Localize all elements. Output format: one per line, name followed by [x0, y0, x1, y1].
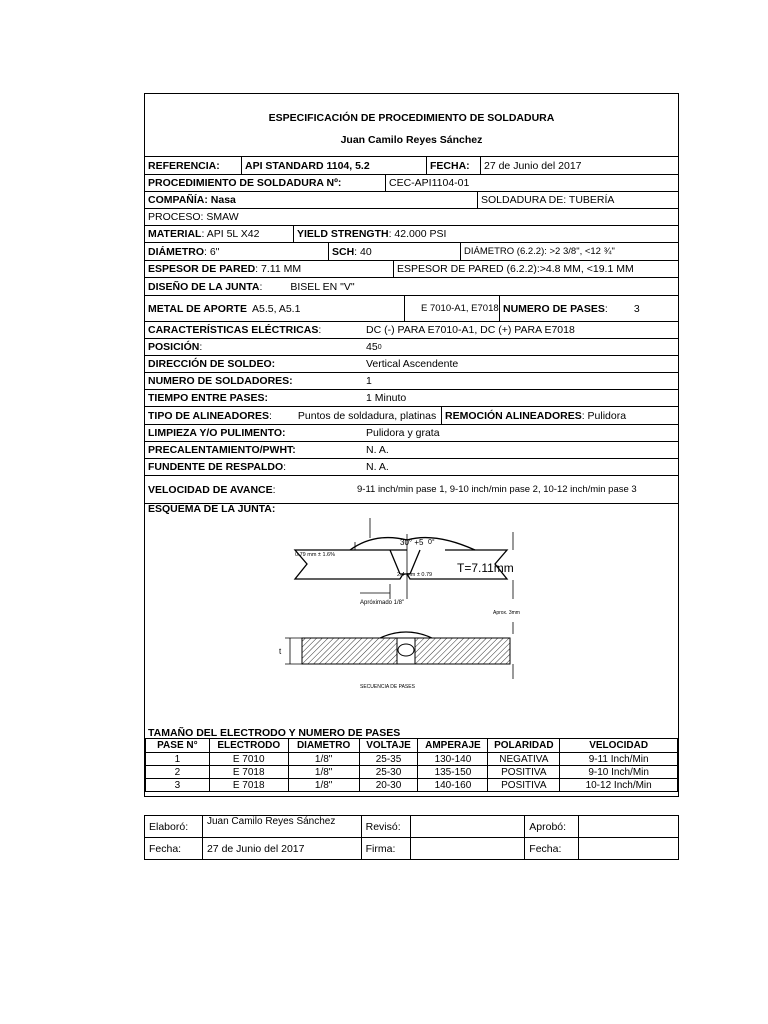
procedimiento-value: CEC-API1104-01 [389, 177, 470, 189]
row-espesor [145, 260, 678, 277]
cell: NEGATIVA [488, 753, 560, 766]
espesor-value: : 7.11 MM [255, 263, 302, 275]
sketch-land: 2.4 mm ± 0.79 [397, 572, 433, 578]
aprobo-label: Aprobó: [525, 816, 579, 838]
header-diametro: DIAMETRO [288, 739, 359, 753]
direccion-label: DIRECCIÓN DE SOLDEO: [148, 358, 276, 370]
cell: 1/8" [288, 766, 359, 779]
remocion-value: : Pulidora [581, 409, 627, 422]
sch-value: : 40 [354, 245, 372, 258]
sch-label: SCH [332, 245, 355, 258]
espesor-622: ESPESOR DE PARED (6.2.2):>4.8 MM, <19.1 MM [397, 263, 634, 275]
row-soldadores [145, 372, 678, 389]
cell: 1 [146, 753, 210, 766]
esquema-label: ESQUEMA DE LA JUNTA: [148, 503, 276, 515]
firma-value [410, 838, 525, 860]
signature-table [144, 815, 679, 860]
espesor-label: ESPESOR DE PARED [148, 263, 256, 275]
cell: 135-150 [418, 766, 488, 779]
cell: E 7018 [209, 779, 288, 792]
velocidad-value: 9-11 inch/min pase 1, 9-10 inch/min pase 2, 10-12 inch/min pase 3 [357, 483, 637, 495]
cell: 25-35 [359, 753, 418, 766]
row-precalentamiento [145, 441, 678, 458]
row-alineadores [145, 406, 678, 424]
yield-value: : 42.000 PSI [388, 228, 447, 240]
limpieza-label: LIMPIEZA Y/O PULIMENTO: [148, 427, 286, 439]
cell: 2 [146, 766, 210, 779]
cell: 1/8" [288, 779, 359, 792]
alineadores-value: Puntos de soldadura, platinas [297, 409, 437, 422]
tiempo-value: 1 Minuto [366, 392, 407, 404]
compania-label: COMPAÑÍA: Nasa [148, 194, 236, 206]
limpieza-value: Pulidora y grata [366, 427, 440, 439]
referencia-label: REFERENCIA: [148, 159, 220, 172]
table-row [146, 753, 678, 766]
cell: 3 [146, 779, 210, 792]
row-material [145, 225, 678, 242]
row-compania [145, 191, 678, 208]
caract-colon: : [318, 324, 322, 336]
header-amperaje: AMPERAJE [418, 739, 488, 753]
direccion-value: Vertical Ascendente [366, 358, 459, 370]
caract-label: CARACTERÍSTICAS ELÉCTRICAS [148, 324, 319, 336]
fecha-value: 27 de Junio del 2017 [484, 159, 582, 172]
fundente-value: N. A. [366, 461, 389, 473]
document-author: Juan Camilo Reyes Sánchez [340, 134, 483, 146]
alineadores-label: TIPO DE ALINEADORES [148, 409, 269, 422]
sketch-gap-top: 0.79 mm ± 1.6% [295, 552, 336, 558]
electrode-table [145, 738, 678, 792]
pases-label: NUMERO DE PASES [503, 302, 605, 315]
material-label: MATERIAL [148, 228, 202, 240]
pass-sequence-sketch [285, 632, 513, 679]
diseno-colon: : [259, 280, 263, 293]
material-value: : API 5L X42 [201, 228, 260, 240]
fecha2-value [579, 838, 679, 860]
row-limpieza [145, 424, 678, 441]
remocion-label: REMOCIÓN ALINEADORES [445, 409, 582, 422]
pases-value: 3 [633, 302, 640, 315]
cell: 130-140 [418, 753, 488, 766]
diseno-value: BISEL EN "V" [290, 280, 355, 293]
wps-document [144, 93, 679, 797]
row-referencia [145, 156, 678, 174]
tiempo-label: TIEMPO ENTRE PASES: [148, 392, 268, 404]
row-procedimiento [145, 174, 678, 191]
fundente-colon: : [283, 461, 287, 473]
table-row [146, 766, 678, 779]
posicion-label: POSICIÓN [148, 341, 200, 353]
soldadura-de: SOLDADURA DE: TUBERÍA [481, 194, 615, 206]
table-header-row [146, 739, 678, 753]
fecha-sign-label: Fecha: [145, 838, 203, 860]
posicion-degree: 0 [377, 343, 382, 351]
pases-colon: : [604, 302, 608, 315]
document-title: ESPECIFICACIÓN DE PROCEDIMIENTO DE SOLDADURA [268, 112, 555, 124]
signature-row [145, 816, 679, 838]
cell: 9-10 Inch/Min [560, 766, 678, 779]
fecha2-label: Fecha: [525, 838, 579, 860]
header-velocidad: VELOCIDAD [560, 739, 678, 753]
cell: 10-12 Inch/Min [560, 779, 678, 792]
row-proceso [145, 208, 678, 225]
signature-row [145, 838, 679, 860]
cell: POSITIVA [488, 779, 560, 792]
row-esquema [145, 503, 678, 738]
metal-label: METAL DE APORTE [148, 302, 247, 315]
diametro-622: DIÁMETRO (6.2.2): >2 3/8", <12 ¾" [464, 246, 615, 257]
cell: E 7018 [209, 766, 288, 779]
reviso-label: Revisó: [361, 816, 410, 838]
header-voltaje: VOLTAJE [359, 739, 418, 753]
precal-label: PRECALENTAMIENTO/PWHT: [148, 444, 296, 456]
metal-electrodes: E 7010-A1, E7018 [421, 302, 499, 314]
yield-label: YIELD STRENGTH [297, 228, 389, 240]
row-posicion [145, 338, 678, 355]
firma-label: Firma: [361, 838, 410, 860]
proceso: PROCESO: SMAW [148, 211, 239, 223]
soldadores-label: NUMERO DE SOLDADORES: [148, 375, 293, 387]
diseno-label: DISEÑO DE LA JUNTA [148, 280, 260, 293]
diametro-value: : 6" [204, 245, 220, 258]
row-fundente [145, 458, 678, 475]
row-direccion [145, 355, 678, 372]
row-velocidad [145, 475, 678, 503]
cell: 1/8" [288, 753, 359, 766]
sketch-thickness: T=7.11mm [457, 561, 514, 575]
sketch-t: t [279, 647, 282, 656]
row-caracteristicas [145, 321, 678, 338]
header-pase: PASE N° [146, 739, 210, 753]
velocidad-label: VELOCIDAD DE AVANCE [148, 483, 273, 496]
fecha-sign-value: 27 de Junio del 2017 [202, 838, 361, 860]
fundente-label: FUNDENTE DE RESPALDO [148, 461, 284, 473]
cell: 25-30 [359, 766, 418, 779]
sketch-sequence: SECUENCIA DE PASES [360, 684, 415, 690]
soldadores-value: 1 [366, 375, 372, 387]
row-diametro [145, 242, 678, 260]
header-electrodo: ELECTRODO [209, 739, 288, 753]
cell: E 7010 [209, 753, 288, 766]
reviso-value [410, 816, 525, 838]
caract-value: DC (-) PARA E7010-A1, DC (+) PARA E7018 [366, 324, 575, 336]
joint-sketch [145, 504, 678, 739]
row-tiempo [145, 389, 678, 406]
procedimiento-label: PROCEDIMIENTO DE SOLDADURA Nº: [148, 177, 342, 189]
velocidad-colon: : [272, 483, 276, 496]
cell: 9-11 Inch/Min [560, 753, 678, 766]
row-diseno [145, 277, 678, 295]
cell: POSITIVA [488, 766, 560, 779]
sketch-approx: Aprox. 3mm [493, 610, 520, 616]
row-metal [145, 295, 678, 321]
metal-value: A5.5, A5.1 [251, 302, 301, 315]
elaboro-label: Elaboró: [145, 816, 203, 838]
cell: 140-160 [418, 779, 488, 792]
sketch-root: Apróximado 1/8" [360, 600, 405, 606]
sketch-angle-tail: 0° [428, 539, 435, 546]
aprobo-value [579, 816, 679, 838]
fecha-label: FECHA: [430, 159, 470, 172]
posicion-value: 45 [366, 341, 378, 353]
precal-value: N. A. [366, 444, 389, 456]
electrode-table-title: TAMAÑO DEL ELECTRODO Y NUMERO DE PASES [148, 727, 401, 739]
elaboro-value: Juan Camilo Reyes Sánchez [202, 816, 361, 838]
cell: 20-30 [359, 779, 418, 792]
sketch-angle: 30° +5 [400, 538, 424, 547]
alineadores-colon: : [268, 409, 272, 422]
diametro-label: DIÁMETRO [148, 245, 204, 258]
posicion-colon: : [199, 341, 203, 353]
header-polaridad: POLARIDAD [488, 739, 560, 753]
referencia-value: API STANDARD 1104, 5.2 [245, 159, 370, 172]
table-row [146, 779, 678, 792]
